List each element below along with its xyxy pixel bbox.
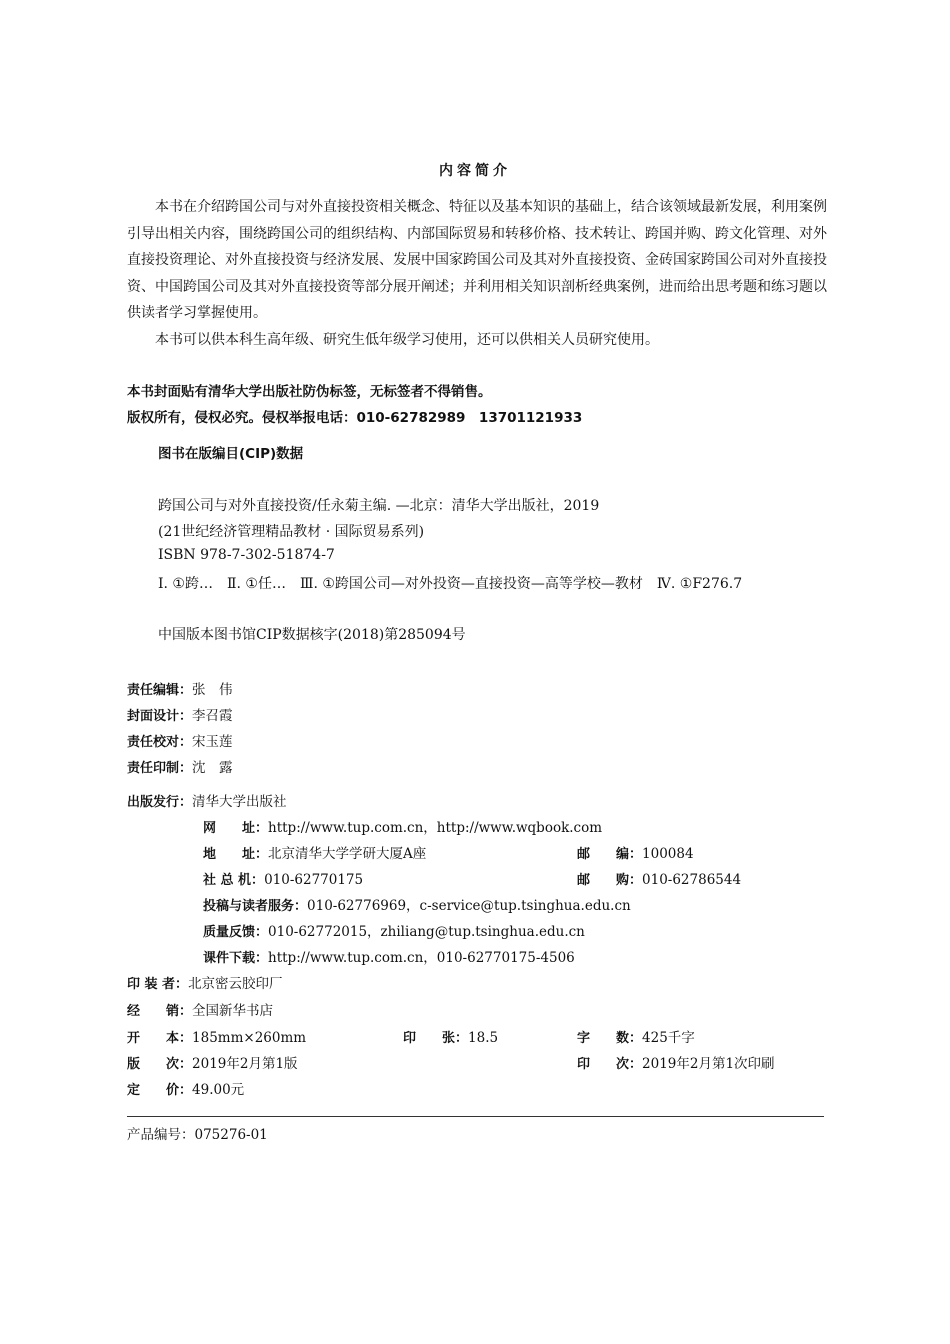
service-value[interactable]: 010-62776969，c-service@tup.tsinghua.edu.cn [307,898,631,914]
cip-record-number: 中国版本图书馆CIP数据核字(2018)第285094号 [158,627,466,643]
publisher-download-row [203,945,575,969]
copyright-notice: 版权所有，侵权必究。侵权举报电话：010-62782989 13701121933 [127,410,583,426]
format-row [127,1025,306,1049]
publisher-quality-row [203,919,585,943]
words-row [577,1025,695,1049]
edition-label: 版 次： [127,1057,193,1072]
mail-order-label: 邮 购： [577,873,643,888]
address-value: 北京清华大学学研大厦A座 [268,846,427,862]
publisher-service-row [203,893,631,917]
zip-label: 邮 编： [577,847,643,862]
publisher-web-row [203,815,602,839]
sheets-label: 印 张： [403,1031,469,1046]
publisher-address-row [203,841,426,865]
cip-series-line: (21世纪经济管理精品教材 · 国际贸易系列) [158,524,425,540]
publisher-zip-row [577,841,694,865]
distributor-row [127,998,273,1022]
price-row [127,1077,244,1101]
mail-order-value: 010-62786544 [642,872,742,888]
staff-value: 宋玉莲 [192,734,233,750]
publisher-name: 清华大学出版社 [192,794,287,810]
publisher-label: 出版发行： [127,795,193,810]
download-value[interactable]: http://www.tup.com.cn，010-62770175-4506 [268,950,575,966]
words-label: 字 数： [577,1031,643,1046]
staff-value: 沈 露 [192,760,233,776]
distributor-value: 全国新华书店 [192,1003,274,1019]
cip-heading: 图书在版编目(CIP)数据 [158,446,304,462]
cip-isbn: ISBN 978-7-302-51874-7 [158,547,335,563]
staff-proofreader [127,729,233,753]
staff-cover-design [127,703,233,727]
words-value: 425千字 [642,1030,695,1046]
publisher-order-row [577,867,741,891]
publisher-row [127,789,287,813]
product-code-label: 产品编号： [127,1127,195,1143]
product-code-row [127,1122,268,1146]
sheets-row [403,1025,498,1049]
staff-label: 责任印制： [127,761,193,776]
web-urls[interactable]: http://www.tup.com.cn，http://www.wqbook.com [268,820,603,836]
zip-value: 100084 [642,846,694,862]
summary-paragraph-1: 本书在介绍跨国公司与对外直接投资相关概念、特征以及基本知识的基础上，结合该领域最新发展，利用案例引导出相关内容，围绕跨国公司的组织结构、内部国际贸易和转移价格、技术转让、跨国并购、跨文化管理、对外直接投资理论、对外直接投资与经济发展、发展中国家跨国公司及其对外直接投资、金砖国家跨国公司对外直接投资、中国跨国公司及其对外直接投资等部分展开阐述；并利用相关知识剖析经典案例，进而给出思考题和练习题以供读者学习掌握使用。 [127,199,827,322]
publisher-phone-row [203,867,363,891]
distributor-label: 经 销： [127,1004,193,1019]
price-label: 定 价： [127,1083,193,1098]
quality-value[interactable]: 010-62772015，zhiliang@tup.tsinghua.edu.cn [268,924,585,940]
product-code-value: 075276-01 [194,1127,268,1143]
printer-label: 印 装 者： [127,977,189,992]
summary-body [127,194,827,354]
download-label: 课件下载： [203,951,269,966]
anti-counterfeit-notice: 本书封面贴有清华大学出版社防伪标签，无标签者不得销售。 [127,384,492,400]
staff-printing [127,755,233,779]
quality-label: 质量反馈： [203,925,269,940]
staff-value: 张 伟 [192,682,233,698]
staff-editor [127,677,233,701]
printer-value: 北京密云胶印厂 [188,976,283,992]
format-label: 开 本： [127,1031,193,1046]
switchboard-label: 社 总 机： [203,873,265,888]
staff-label: 责任编辑： [127,683,193,698]
summary-paragraph-2: 本书可以供本科生高年级、研究生低年级学习使用，还可以供相关人员研究使用。 [155,331,659,348]
printing-row [577,1051,775,1075]
cip-classification: Ⅰ. ①跨… Ⅱ. ①任… Ⅲ. ①跨国公司—对外投资—直接投资—高等学校—教材 Ⅳ. ①F276.7 [158,576,743,592]
sheets-value: 18.5 [468,1030,499,1046]
web-label: 网 址： [203,821,269,836]
staff-value: 李召霞 [192,708,233,724]
divider [127,1116,824,1117]
format-value: 185mm×260mm [192,1030,307,1046]
staff-label: 责任校对： [127,735,193,750]
printing-value: 2019年2月第1次印刷 [642,1056,775,1072]
edition-value: 2019年2月第1版 [192,1056,298,1072]
printer-row [127,971,283,995]
edition-row [127,1051,298,1075]
summary-title: 内容简介 [439,163,511,179]
switchboard-value: 010-62770175 [264,872,364,888]
address-label: 地 址： [203,847,269,862]
printing-label: 印 次： [577,1057,643,1072]
price-value: 49.00元 [192,1082,245,1098]
service-label: 投稿与读者服务： [203,899,308,914]
staff-label: 封面设计： [127,709,193,724]
cip-title-line: 跨国公司与对外直接投资/任永菊主编. —北京：清华大学出版社，2019 [158,498,600,514]
